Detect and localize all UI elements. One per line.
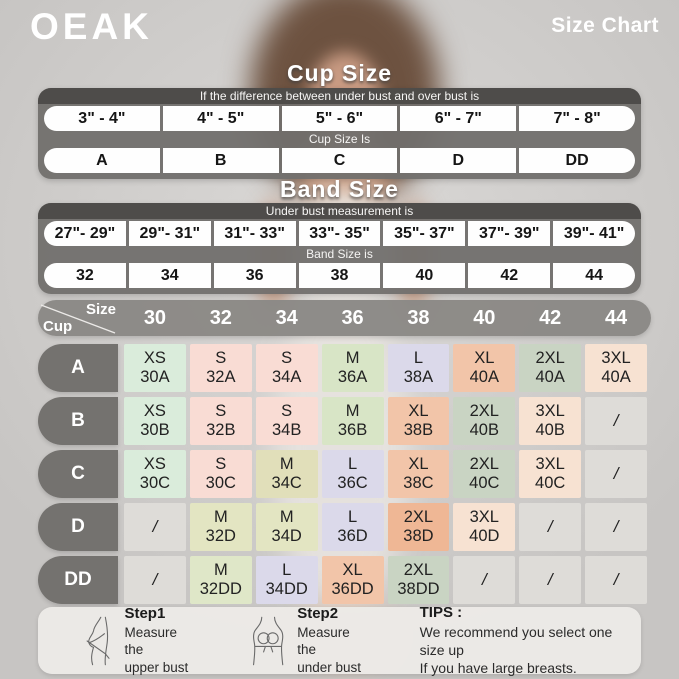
matrix-cell xyxy=(190,503,252,551)
underbust-cell: 27"- 29" xyxy=(44,221,126,246)
matrix-cell-size: 2XL xyxy=(469,401,499,420)
band-number-cell: 42 xyxy=(468,263,550,288)
matrix-cell-size: L xyxy=(347,507,358,526)
matrix-row xyxy=(38,344,651,392)
matrix-row xyxy=(38,556,651,604)
matrix-row-cells xyxy=(124,556,651,604)
underbust-row xyxy=(44,221,635,246)
matrix-cell xyxy=(388,344,450,392)
matrix-cell xyxy=(124,503,186,551)
matrix-cell-size: L xyxy=(282,560,292,579)
matrix-cell-band: 36B xyxy=(337,421,368,439)
matrix-cell-empty: / xyxy=(547,516,553,536)
step2-title: Step2 xyxy=(297,604,339,622)
step2-line1: Measure the xyxy=(297,624,350,658)
matrix-cell xyxy=(519,344,581,392)
cup-letter-row xyxy=(44,148,635,173)
cup-size-title: Cup Size xyxy=(286,60,393,86)
matrix-cell xyxy=(190,344,252,392)
matrix-cell-band: 36A xyxy=(337,368,368,386)
corner-size-label: Size xyxy=(85,301,116,318)
underbust-cell: 35"- 37" xyxy=(383,221,465,246)
band-number-cell: 40 xyxy=(383,263,465,288)
matrix-cell-empty: / xyxy=(613,516,619,536)
band-number-cell: 34 xyxy=(129,263,211,288)
brand-logo: OEAK xyxy=(30,6,153,47)
underbust-cell: 37"- 39" xyxy=(468,221,550,246)
matrix-cell-size: M xyxy=(279,454,294,473)
matrix-cell-band: 32A xyxy=(206,368,236,386)
band-number-cell: 38 xyxy=(299,263,381,288)
matrix-cell xyxy=(585,397,647,445)
matrix-row-label: C xyxy=(38,450,118,498)
cup-size-table xyxy=(38,88,641,179)
matrix-cell-band: 36DD xyxy=(331,580,374,598)
band-number-cell: 44 xyxy=(553,263,635,288)
matrix-cell xyxy=(388,397,450,445)
matrix-cell-size: 3XL xyxy=(535,401,565,420)
matrix-cell-size: 2XL xyxy=(535,348,565,367)
matrix-cell xyxy=(322,556,384,604)
matrix-cell xyxy=(453,397,515,445)
matrix-cell-empty: / xyxy=(152,516,158,536)
footer-panel xyxy=(38,603,641,677)
matrix-cell xyxy=(190,556,252,604)
matrix-cell xyxy=(585,344,647,392)
underbust-cell: 33"- 35" xyxy=(299,221,381,246)
matrix-cell-band: 38A xyxy=(403,368,434,386)
underbust-cell: 29"- 31" xyxy=(129,221,211,246)
cup-size-table-header: If the difference between under bust and over bust is xyxy=(38,88,641,104)
matrix-cell xyxy=(256,344,318,392)
matrix-cell-band: 34C xyxy=(271,474,302,492)
matrix-cell-size: 2XL xyxy=(403,507,434,526)
matrix-cell-band: 40A xyxy=(535,368,565,386)
step1-text xyxy=(124,605,192,677)
matrix-column-header: 36 xyxy=(341,307,364,329)
tips-block xyxy=(420,604,641,678)
cup-letter-cell: A xyxy=(44,148,160,173)
matrix-cell-band: 34D xyxy=(271,527,302,545)
underbust-cell: 39"- 41" xyxy=(553,221,635,246)
matrix-cell xyxy=(388,556,450,604)
band-size-title: Band Size xyxy=(280,176,399,202)
matrix-cell-size: M xyxy=(279,507,294,526)
matrix-cell-size: 2XL xyxy=(403,560,434,579)
matrix-cell xyxy=(388,450,450,498)
matrix-cell-band: 38B xyxy=(403,421,434,439)
cup-difference-cell: 3" - 4" xyxy=(44,106,160,131)
tips-line2: If you have large breasts. xyxy=(419,660,577,677)
cup-letter-cell: B xyxy=(163,148,279,173)
matrix-cell-empty: / xyxy=(613,569,619,589)
matrix-column-header: 34 xyxy=(275,307,298,329)
cup-letter-cell: DD xyxy=(519,148,635,173)
matrix-cell-size: 3XL xyxy=(469,507,499,526)
matrix-cell xyxy=(519,556,581,604)
matrix-cell-size: S xyxy=(215,348,227,367)
band-size-table-header: Under bust measurement is xyxy=(38,203,641,219)
matrix-cell-size: M xyxy=(213,560,228,579)
matrix-cell-empty: / xyxy=(481,569,487,589)
matrix-row-cells xyxy=(124,344,651,392)
matrix-cell xyxy=(256,503,318,551)
matrix-cell-size: XS xyxy=(143,348,166,367)
matrix-cell-empty: / xyxy=(613,463,619,483)
matrix-column-header: 40 xyxy=(473,307,496,329)
measure-upper-bust-icon xyxy=(78,613,114,669)
matrix-row-label: D xyxy=(38,503,118,551)
matrix-cell-band: 38DD xyxy=(397,580,440,598)
matrix-cell-band: 40C xyxy=(469,474,500,492)
matrix-cell xyxy=(585,556,647,604)
matrix-corner-cell xyxy=(38,300,118,336)
matrix-row xyxy=(38,397,651,445)
matrix-cell-size: XL xyxy=(408,454,429,473)
band-size-table-subheader: Band Size is xyxy=(306,247,373,261)
matrix-cell-band: 30C xyxy=(205,474,236,492)
matrix-cell-band: 36D xyxy=(337,527,368,545)
matrix-cell-band: 40A xyxy=(601,368,631,386)
tips-title: TIPS : xyxy=(419,603,463,621)
matrix-header xyxy=(38,300,651,336)
matrix-column-header: 44 xyxy=(604,307,628,329)
matrix-column-headers xyxy=(124,300,651,336)
matrix-cell xyxy=(256,397,318,445)
matrix-cell-band: 32B xyxy=(206,421,236,439)
cup-difference-row xyxy=(44,106,635,131)
matrix-cell-band: 34DD xyxy=(265,580,308,598)
matrix-cell-size: XL xyxy=(342,560,363,579)
matrix-cell-band: 32D xyxy=(205,527,236,545)
matrix-cell xyxy=(453,556,515,604)
matrix-cell-band: 38D xyxy=(403,527,434,545)
step2-text xyxy=(297,605,365,677)
matrix-cell-band: 30A xyxy=(140,368,170,386)
matrix-cell-size: S xyxy=(215,454,227,473)
matrix-cell-size: S xyxy=(215,401,227,420)
matrix-cell-band: 40A xyxy=(469,368,499,386)
matrix-cell-empty: / xyxy=(547,569,553,589)
matrix-cell-band: 34A xyxy=(272,368,302,386)
matrix-cell-size: M xyxy=(345,348,360,367)
underbust-cell: 31"- 33" xyxy=(214,221,296,246)
matrix-cell-size: 3XL xyxy=(535,454,565,473)
matrix-cell-band: 36C xyxy=(337,474,368,492)
step2-line2: under bust xyxy=(297,659,361,675)
band-number-row xyxy=(44,263,635,288)
cup-difference-cell: 5" - 6" xyxy=(282,106,398,131)
matrix-column-header: 30 xyxy=(143,307,167,329)
step1-line2: upper bust xyxy=(124,659,189,675)
matrix-cell-band: 30B xyxy=(140,421,170,439)
matrix-row-cells xyxy=(124,450,651,498)
matrix-column-header: 32 xyxy=(209,307,232,329)
matrix-column-header: 42 xyxy=(539,307,562,329)
matrix-cell-band: 30C xyxy=(139,474,171,492)
matrix-cell xyxy=(453,344,515,392)
cup-letter-cell: D xyxy=(400,148,516,173)
matrix-row-cells xyxy=(124,503,651,551)
matrix-cell xyxy=(388,503,450,551)
cup-letter-cell: C xyxy=(282,148,398,173)
matrix-cell xyxy=(322,344,384,392)
matrix-cell xyxy=(453,450,515,498)
step2-block xyxy=(249,605,366,677)
matrix-cell-size: 2XL xyxy=(469,454,499,473)
matrix-cell xyxy=(519,503,581,551)
band-size-table xyxy=(38,203,641,294)
matrix-row-cells xyxy=(124,397,651,445)
matrix-cell-size: S xyxy=(281,348,293,367)
cup-difference-cell: 7" - 8" xyxy=(519,106,635,131)
matrix-cell xyxy=(519,397,581,445)
matrix-column-header: 38 xyxy=(407,307,430,329)
matrix-cell-size: XS xyxy=(143,454,166,473)
matrix-cell-size: M xyxy=(213,507,228,526)
cup-size-table-subheader: Cup Size Is xyxy=(308,132,371,146)
step1-title: Step1 xyxy=(124,604,166,622)
matrix-row xyxy=(38,503,651,551)
matrix-row-label: DD xyxy=(38,556,118,604)
measure-under-bust-icon xyxy=(249,613,287,669)
matrix-row xyxy=(38,450,651,498)
matrix-cell xyxy=(190,450,252,498)
matrix-cell-size: XS xyxy=(143,401,166,420)
matrix-cell xyxy=(124,556,186,604)
matrix-cell xyxy=(124,397,186,445)
matrix-cell-size: L xyxy=(413,348,424,367)
step1-line1: Measure the xyxy=(124,624,177,658)
matrix-cell xyxy=(190,397,252,445)
band-number-cell: 36 xyxy=(214,263,296,288)
step1-block xyxy=(78,605,193,677)
cup-difference-cell: 4" - 5" xyxy=(163,106,279,131)
corner-cup-label: Cup xyxy=(43,318,73,335)
matrix-cell xyxy=(585,503,647,551)
matrix-cell-size: S xyxy=(281,401,293,420)
matrix-cell xyxy=(585,450,647,498)
matrix-cell xyxy=(453,503,515,551)
matrix-cell-band: 32DD xyxy=(199,580,242,598)
band-number-cell: 32 xyxy=(44,263,126,288)
matrix-cell-size: 3XL xyxy=(601,348,631,367)
matrix-cell-band: 40C xyxy=(535,474,566,492)
matrix-cell-band: 38C xyxy=(403,474,434,492)
matrix-cell xyxy=(322,397,384,445)
matrix-cell xyxy=(124,344,186,392)
matrix-cell-size: L xyxy=(347,454,358,473)
matrix-row-label: A xyxy=(38,344,118,392)
matrix-row-label: B xyxy=(38,397,118,445)
matrix-cell-size: XL xyxy=(408,401,429,420)
matrix-cell-size: M xyxy=(345,401,360,420)
matrix-cell-band: 40D xyxy=(469,527,500,545)
matrix-cell xyxy=(124,450,186,498)
tips-line1: We recommend you select one size up xyxy=(419,623,613,658)
matrix-cell-band: 34B xyxy=(272,421,302,439)
cup-difference-cell: 6" - 7" xyxy=(400,106,516,131)
page-title: Size Chart xyxy=(551,14,659,37)
matrix-rows xyxy=(38,344,651,609)
matrix-cell xyxy=(256,450,318,498)
matrix-cell xyxy=(519,450,581,498)
matrix-cell-empty: / xyxy=(152,569,158,589)
matrix-cell-band: 40B xyxy=(469,421,499,439)
matrix-cell xyxy=(322,503,384,551)
matrix-cell-size: XL xyxy=(474,348,495,367)
matrix-cell xyxy=(256,556,318,604)
matrix-cell-band: 40B xyxy=(535,421,565,439)
matrix-cell-empty: / xyxy=(613,410,619,430)
matrix-cell xyxy=(322,450,384,498)
